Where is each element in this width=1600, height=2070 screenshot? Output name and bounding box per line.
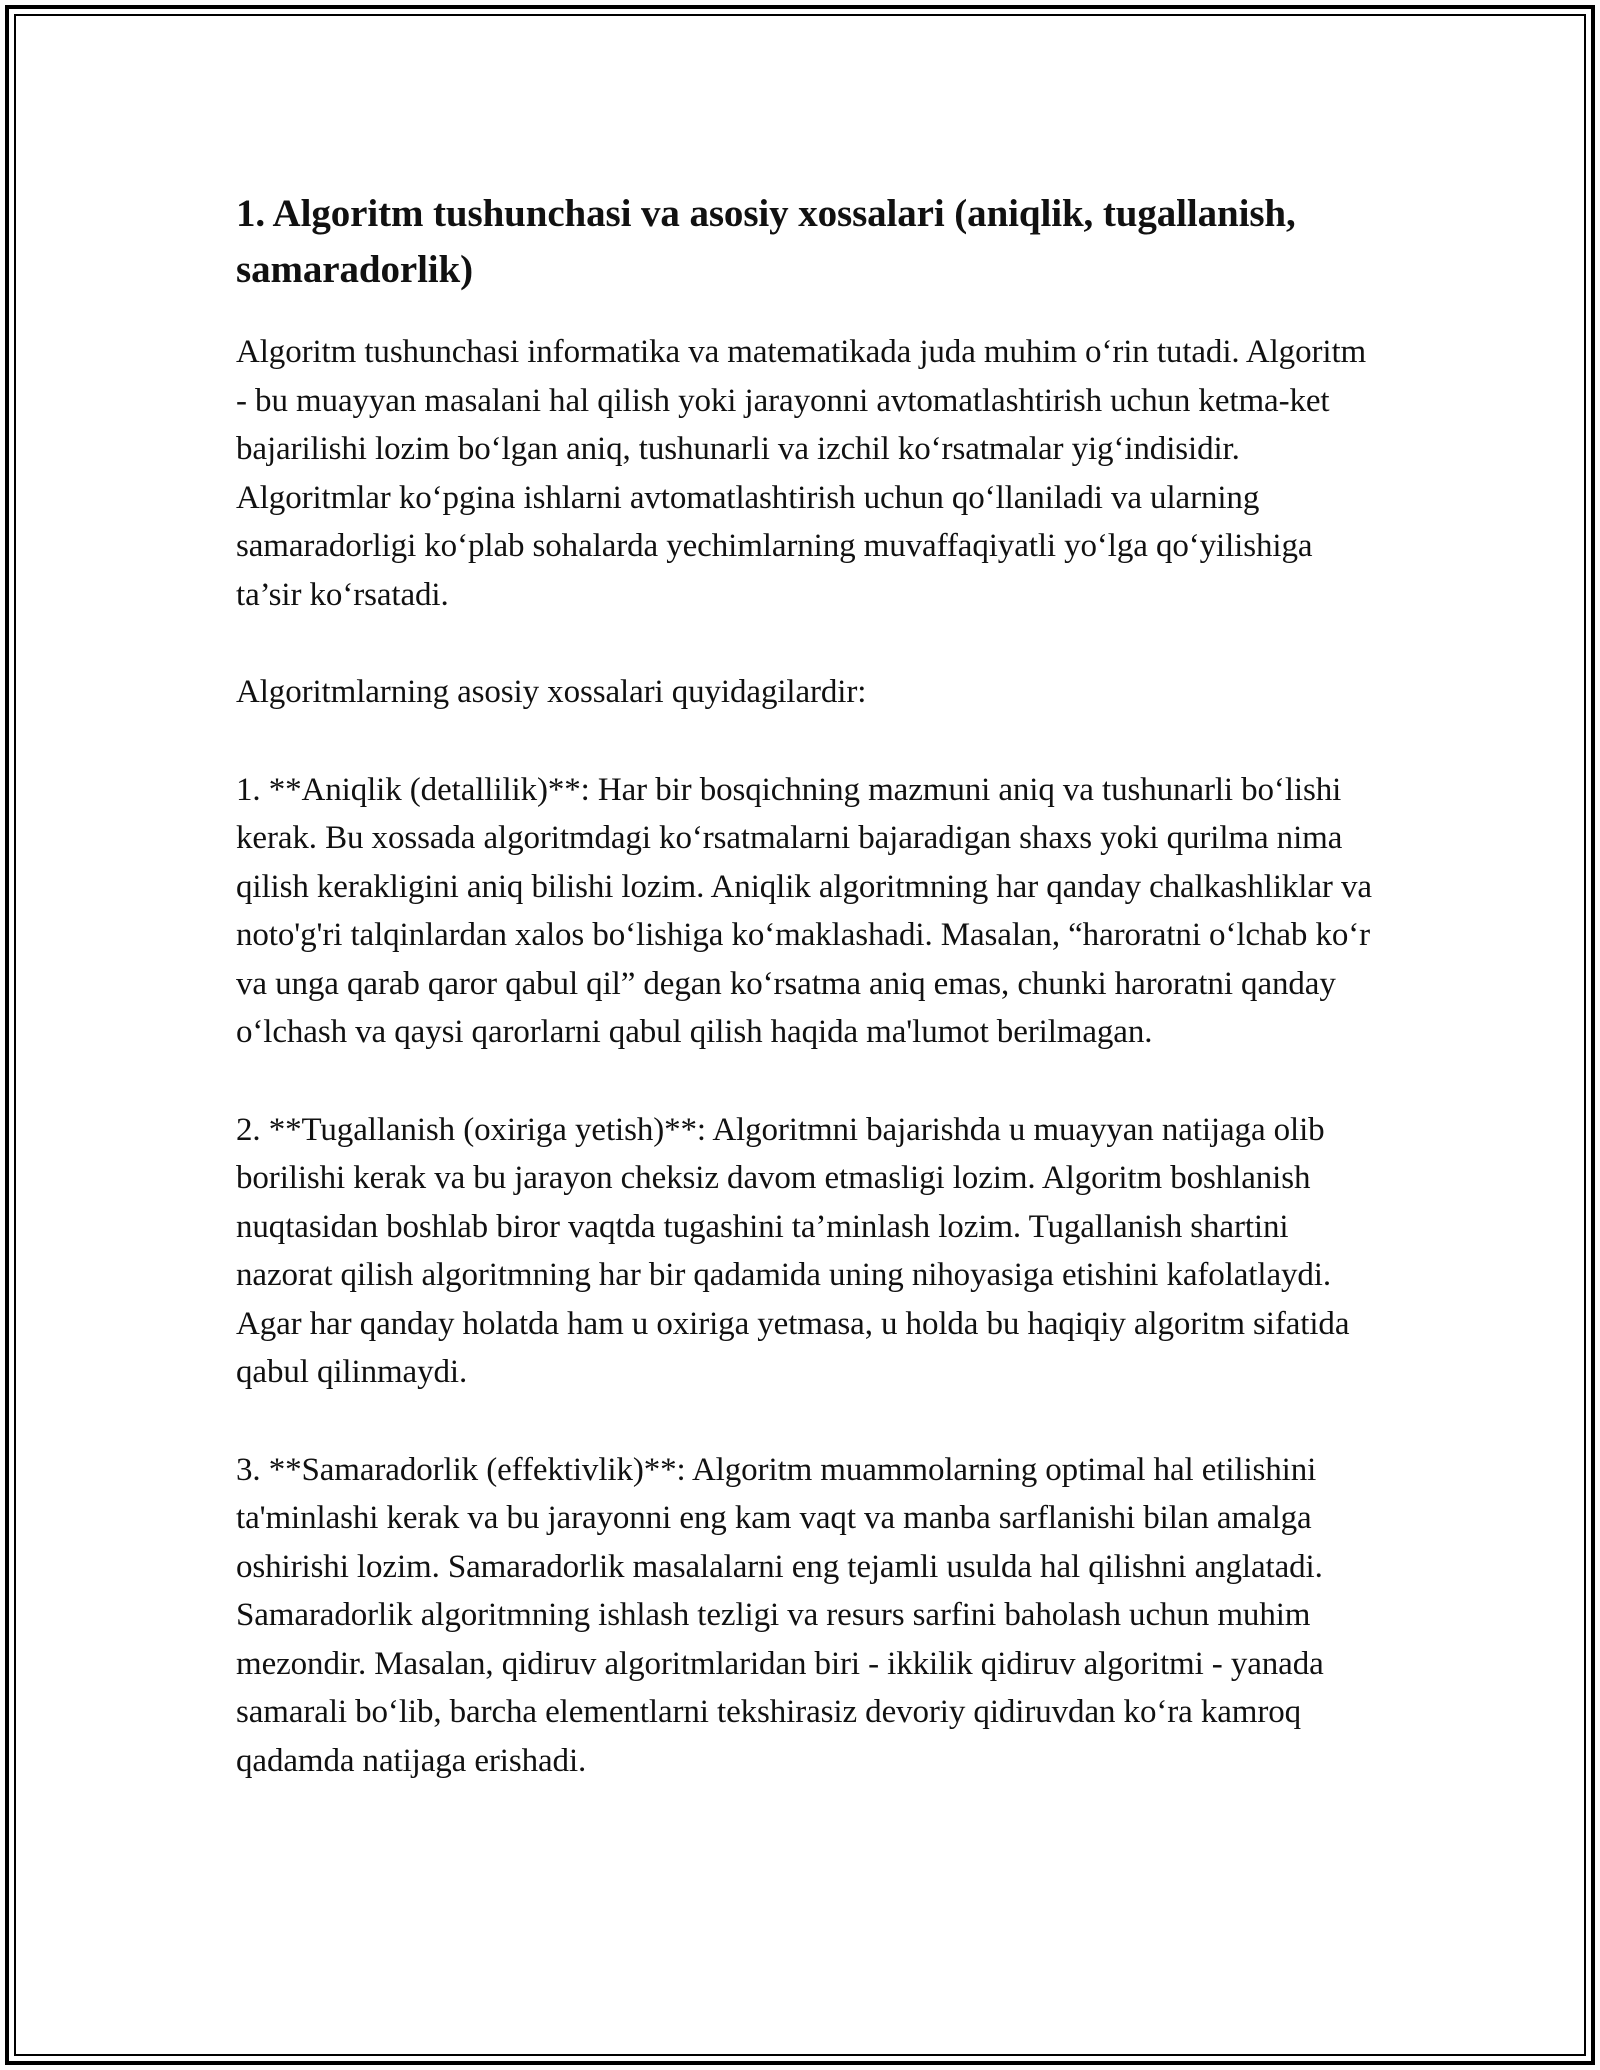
document-content [236, 186, 1376, 1834]
paragraph-samaradorlik: 3. **Samaradorlik (effektivlik)**: Algoritm muammolarning optimal hal etilishini ta'minlashi kerak va bu jarayonni eng kam vaqt va manba sarflanishi bilan amalga oshirishi lozim. Samaradorlik masalalarni eng tejamli usulda hal qilishni anglatadi. Samaradorlik algoritmning ishlash tezligi va resurs sarfini baholash uchun muhim mezondir. Masalan, qidiruv algoritmlaridan biri - ikkilik qidiruv algoritmi - yanada samarali bo‘lib, barcha elementlarni tekshirasiz devoriy qidiruvdan ko‘ra kamroq qadamda natijaga erishadi. [236, 1451, 1324, 1779]
paragraph-properties-heading: Algoritmlarning asosiy xossalari quyidagilardir: [236, 674, 867, 710]
paragraph-aniqlik: 1. **Aniqlik (detallilik)**: Har bir bosqichning mazmuni aniq va tushunarli bo‘lishi kerak. Bu xossada algoritmdagi ko‘rsatmalarni bajaradigan shaxs yoki qurilma nima qilish kerakligini aniq bilishi lozim. Aniqlik algoritmning har qanday chalkashliklar va noto'g'ri talqinlardan xalos bo‘lishiga ko‘maklashadi. Masalan, “haroratni o‘lchab ko‘r va unga qarab qaror qabul qil” degan ko‘rsatma aniq emas, chunki haroratni qanday o‘lchash va qaysi qarorlarni qabul qilish haqida ma'lumot berilmagan. [236, 771, 1372, 1050]
paragraph-intro: Algoritm tushunchasi informatika va matematikada juda muhim o‘rin tutadi. Algoritm - bu muayyan masalani hal qilish yoki jarayonni avtomatlashtirish uchun ketma-ket bajarilishi lozim bo‘lgan aniq, tushunarli va izchil ko‘rsatmalar yig‘indisidir. Algoritmlar ko‘pgina ishlarni avtomatlashtirish uchun qo‘llaniladi va ularning samaradorligi ko‘plab sohalarda yechimlarning muvaffaqiyatli yo‘lga qo‘yilishiga ta’sir ko‘rsatadi. [236, 334, 1367, 613]
document-title: 1. Algoritm tushunchasi va asosiy xossalari (aniqlik, tugallanish, samaradorlik) [236, 192, 1296, 291]
paragraph-tugallanish: 2. **Tugallanish (oxiriga yetish)**: Algoritmni bajarishda u muayyan natijaga olib borilishi kerak va bu jarayon cheksiz davom etmasligi lozim. Algoritm boshlanish nuqtasidan boshlab biror vaqtda tugashini ta’minlash lozim. Tugallanish shartini nazorat qilish algoritmning har bir qadamida uning nihoyasiga etishini kafolatlaydi. Agar har qanday holatda ham u oxiriga yetmasa, u holda bu haqiqiy algoritm sifatida qabul qilinmaydi. [236, 1111, 1350, 1390]
